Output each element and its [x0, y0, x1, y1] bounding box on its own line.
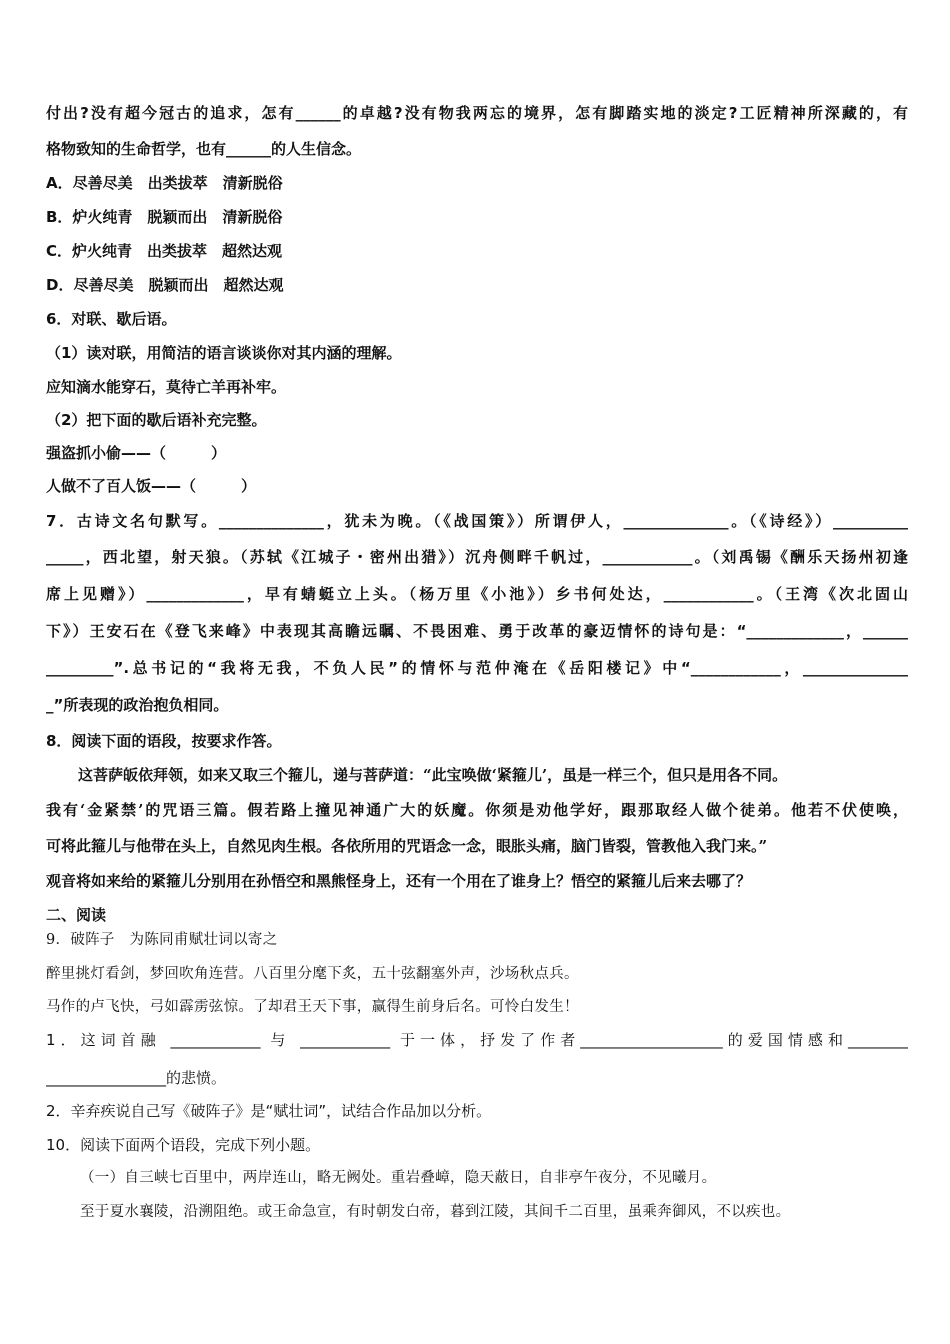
option-a: A．尽善尽美 出类拔萃 清新脱俗 — [46, 174, 283, 192]
question-9-sub-2: 2．辛弃疾说自己写《破阵子》是“赋壮词”，试结合作品加以分析。 — [46, 1102, 492, 1120]
question-8-title: 8．阅读下面的语段，按要求作答。 — [46, 732, 282, 750]
section-heading-reading: 二、阅读 — [46, 906, 107, 924]
option-d: D．尽善尽美 脱颖而出 超然达观 — [46, 276, 284, 294]
question-5-stem-line-2: 格物致知的生命哲学，也有______的人生信念。 — [46, 140, 362, 158]
passage-line-2: 我有‘金紧禁’的咒语三篇。假若路上撞见神通广大的妖魔。你须是劝他学好，跟那取经人做个徒弟。他若不伏使唤， — [46, 801, 908, 819]
question-7-line-4: 下》）王安石在《登飞来峰》中表现其高瞻远瞩、不畏困难、勇于改革的豪迈情怀的诗句是：“_____________，______ — [46, 622, 908, 640]
question-6-title: 6．对联、歇后语。 — [46, 310, 177, 328]
passage-line-1: 这菩萨皈依拜领，如来又取三个箍儿，递与菩萨道：“此宝唤做‘紧箍儿’，虽是一样三个，但只是用各不同。 — [78, 766, 788, 784]
passage-line-3: 可将此箍儿与他带在头上，自然见肉生根。各依所用的咒语念一念，眼胀头痛，脑门皆裂，管教他入我门来。” — [46, 837, 768, 855]
question-7-line-2: _____，西北望，射天狼。（苏轼《江城子・密州出猎》）沉舟侧畔千帆过，____________。（刘禹锡《酬乐天扬州初逢 — [46, 548, 908, 566]
question-7-line-5: _________”.总书记的“我将无我，不负人民”的情怀与范仲淹在《岳阳楼记》中“____________，______________ — [46, 659, 908, 677]
question-8-prompt: 观音将如来给的紧箍儿分别用在孙悟空和黑熊怪身上，还有一个用在了谁身上？悟空的紧箍儿后来去哪了？ — [46, 872, 752, 890]
question-5-stem-line-1: 付出?没有超今冠古的追求，怎有______的卓越?没有物我两忘的境界，怎有脚踏实地的淡定?工匠精神所深藏的，有 — [46, 104, 908, 122]
classical-passage-line-2: 至于夏水襄陵，沿溯阻绝。或王命急宣，有时朝发白帝，暮到江陵，其间千二百里，虽乘奔御风，不以疾也。 — [80, 1204, 791, 1220]
option-b: B．炉火纯青 脱颖而出 清新脱俗 — [46, 208, 283, 226]
poem-line-2: 马作的卢飞快，弓如霹雳弦惊。了却君王天下事，赢得生前身后名。可怜白发生！ — [46, 999, 579, 1015]
question-9-sub-1-line-1: 1．这词首融 ____________ 与 ____________ 于一体，抒发了作者___________________的爱国情感和________ — [46, 1031, 908, 1049]
xiehouyu-2: 人做不了百人饭——（ ） — [46, 477, 257, 495]
question-9-sub-1-line-2: ________________的悲愤。 — [46, 1069, 227, 1087]
question-7-line-3: 席上见赠》）_____________，早有蜻蜓立上头。（杨万里《小池》）乡书何处达，____________。（王湾《次北固山 — [46, 585, 908, 603]
question-9-title: 9．破阵子 为陈同甫赋壮词以寄之 — [46, 932, 278, 948]
xiehouyu-1: 强盗抓小偷——（ ） — [46, 444, 227, 462]
question-7-line-6: _”所表现的政治抱负相同。 — [46, 696, 229, 714]
question-6-part-2: （2）把下面的歇后语补充完整。 — [46, 411, 267, 429]
couplet: 应知滴水能穿石，莫待亡羊再补牢。 — [46, 378, 287, 396]
question-10-title: 10．阅读下面两个语段，完成下列小题。 — [46, 1136, 321, 1154]
question-6-part-1: （1）读对联，用简洁的语言谈谈你对其内涵的理解。 — [46, 344, 402, 362]
option-c: C．炉火纯青 出类拔萃 超然达观 — [46, 242, 283, 260]
poem-line-1: 醉里挑灯看剑，梦回吹角连营。八百里分麾下炙，五十弦翻塞外声，沙场秋点兵。 — [46, 966, 579, 982]
classical-passage-line-1: （一）自三峡七百里中，两岸连山，略无阙处。重岩叠嶂，隐天蔽日，自非亭午夜分，不见曦月。 — [80, 1170, 717, 1186]
question-7-line-1: 7．古诗文名句默写。______________，犹未为晚。（《战国策》）所谓伊人，______________。（《诗经》）__________ — [46, 512, 908, 530]
